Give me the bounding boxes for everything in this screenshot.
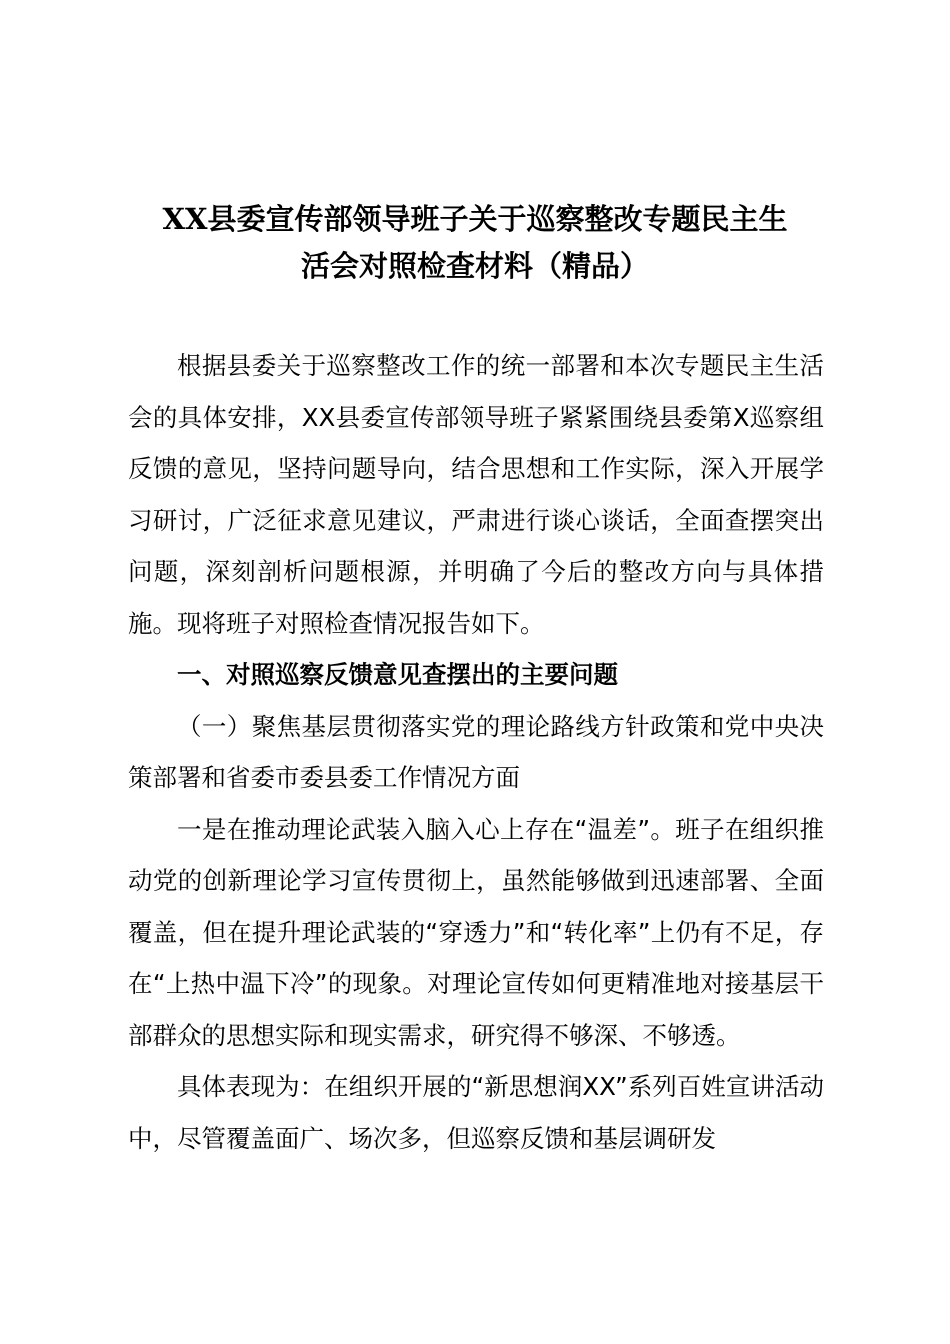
title-line-1: XX县委宣传部领导班子关于巡察整改专题民主生 — [162, 202, 788, 236]
document-title — [120, 196, 830, 290]
subsection-heading-1: （一）聚焦基层贯彻落实党的理论路线方针政策和党中央决策部署和省委市委县委工作情况方面 — [128, 711, 824, 792]
detail-paragraph-1: 具体表现为：在组织开展的“新思想润XX”系列百姓宣讲活动中，尽管覆盖面广、场次多，但巡察反馈和基层调研发 — [128, 1072, 824, 1153]
section-heading-1: 一、对照巡察反馈意见查摆出的主要问题 — [177, 660, 618, 689]
title-line-2: 活会对照检查材料（精品） — [300, 249, 649, 283]
document-body — [128, 340, 824, 1164]
intro-paragraph: 根据县委关于巡察整改工作的统一部署和本次专题民主生活会的具体安排，XX县委宣传部领导班子紧紧围绕县委第X巡察组反馈的意见，坚持问题导向，结合思想和工作实际，深入开展学习研讨，广泛征求意见建议，严肃进行谈心谈话，全面查摆突出问题，深刻剖析问题根源，并明确了今后的整改方向与具体措施。现将班子对照检查情况报告如下。 — [128, 351, 824, 638]
problem-paragraph-1: 一是在推动理论武装入脑入心上存在“温差”。班子在组织推动党的创新理论学习宣传贯彻上，虽然能够做到迅速部署、全面覆盖，但在提升理论武装的“穿透力”和“转化率”上仍有不足，存在“上热中温下冷”的现象。对理论宣传如何更精准地对接基层干部群众的思想实际和现实需求，研究得不够深、不够透。 — [128, 814, 824, 1050]
